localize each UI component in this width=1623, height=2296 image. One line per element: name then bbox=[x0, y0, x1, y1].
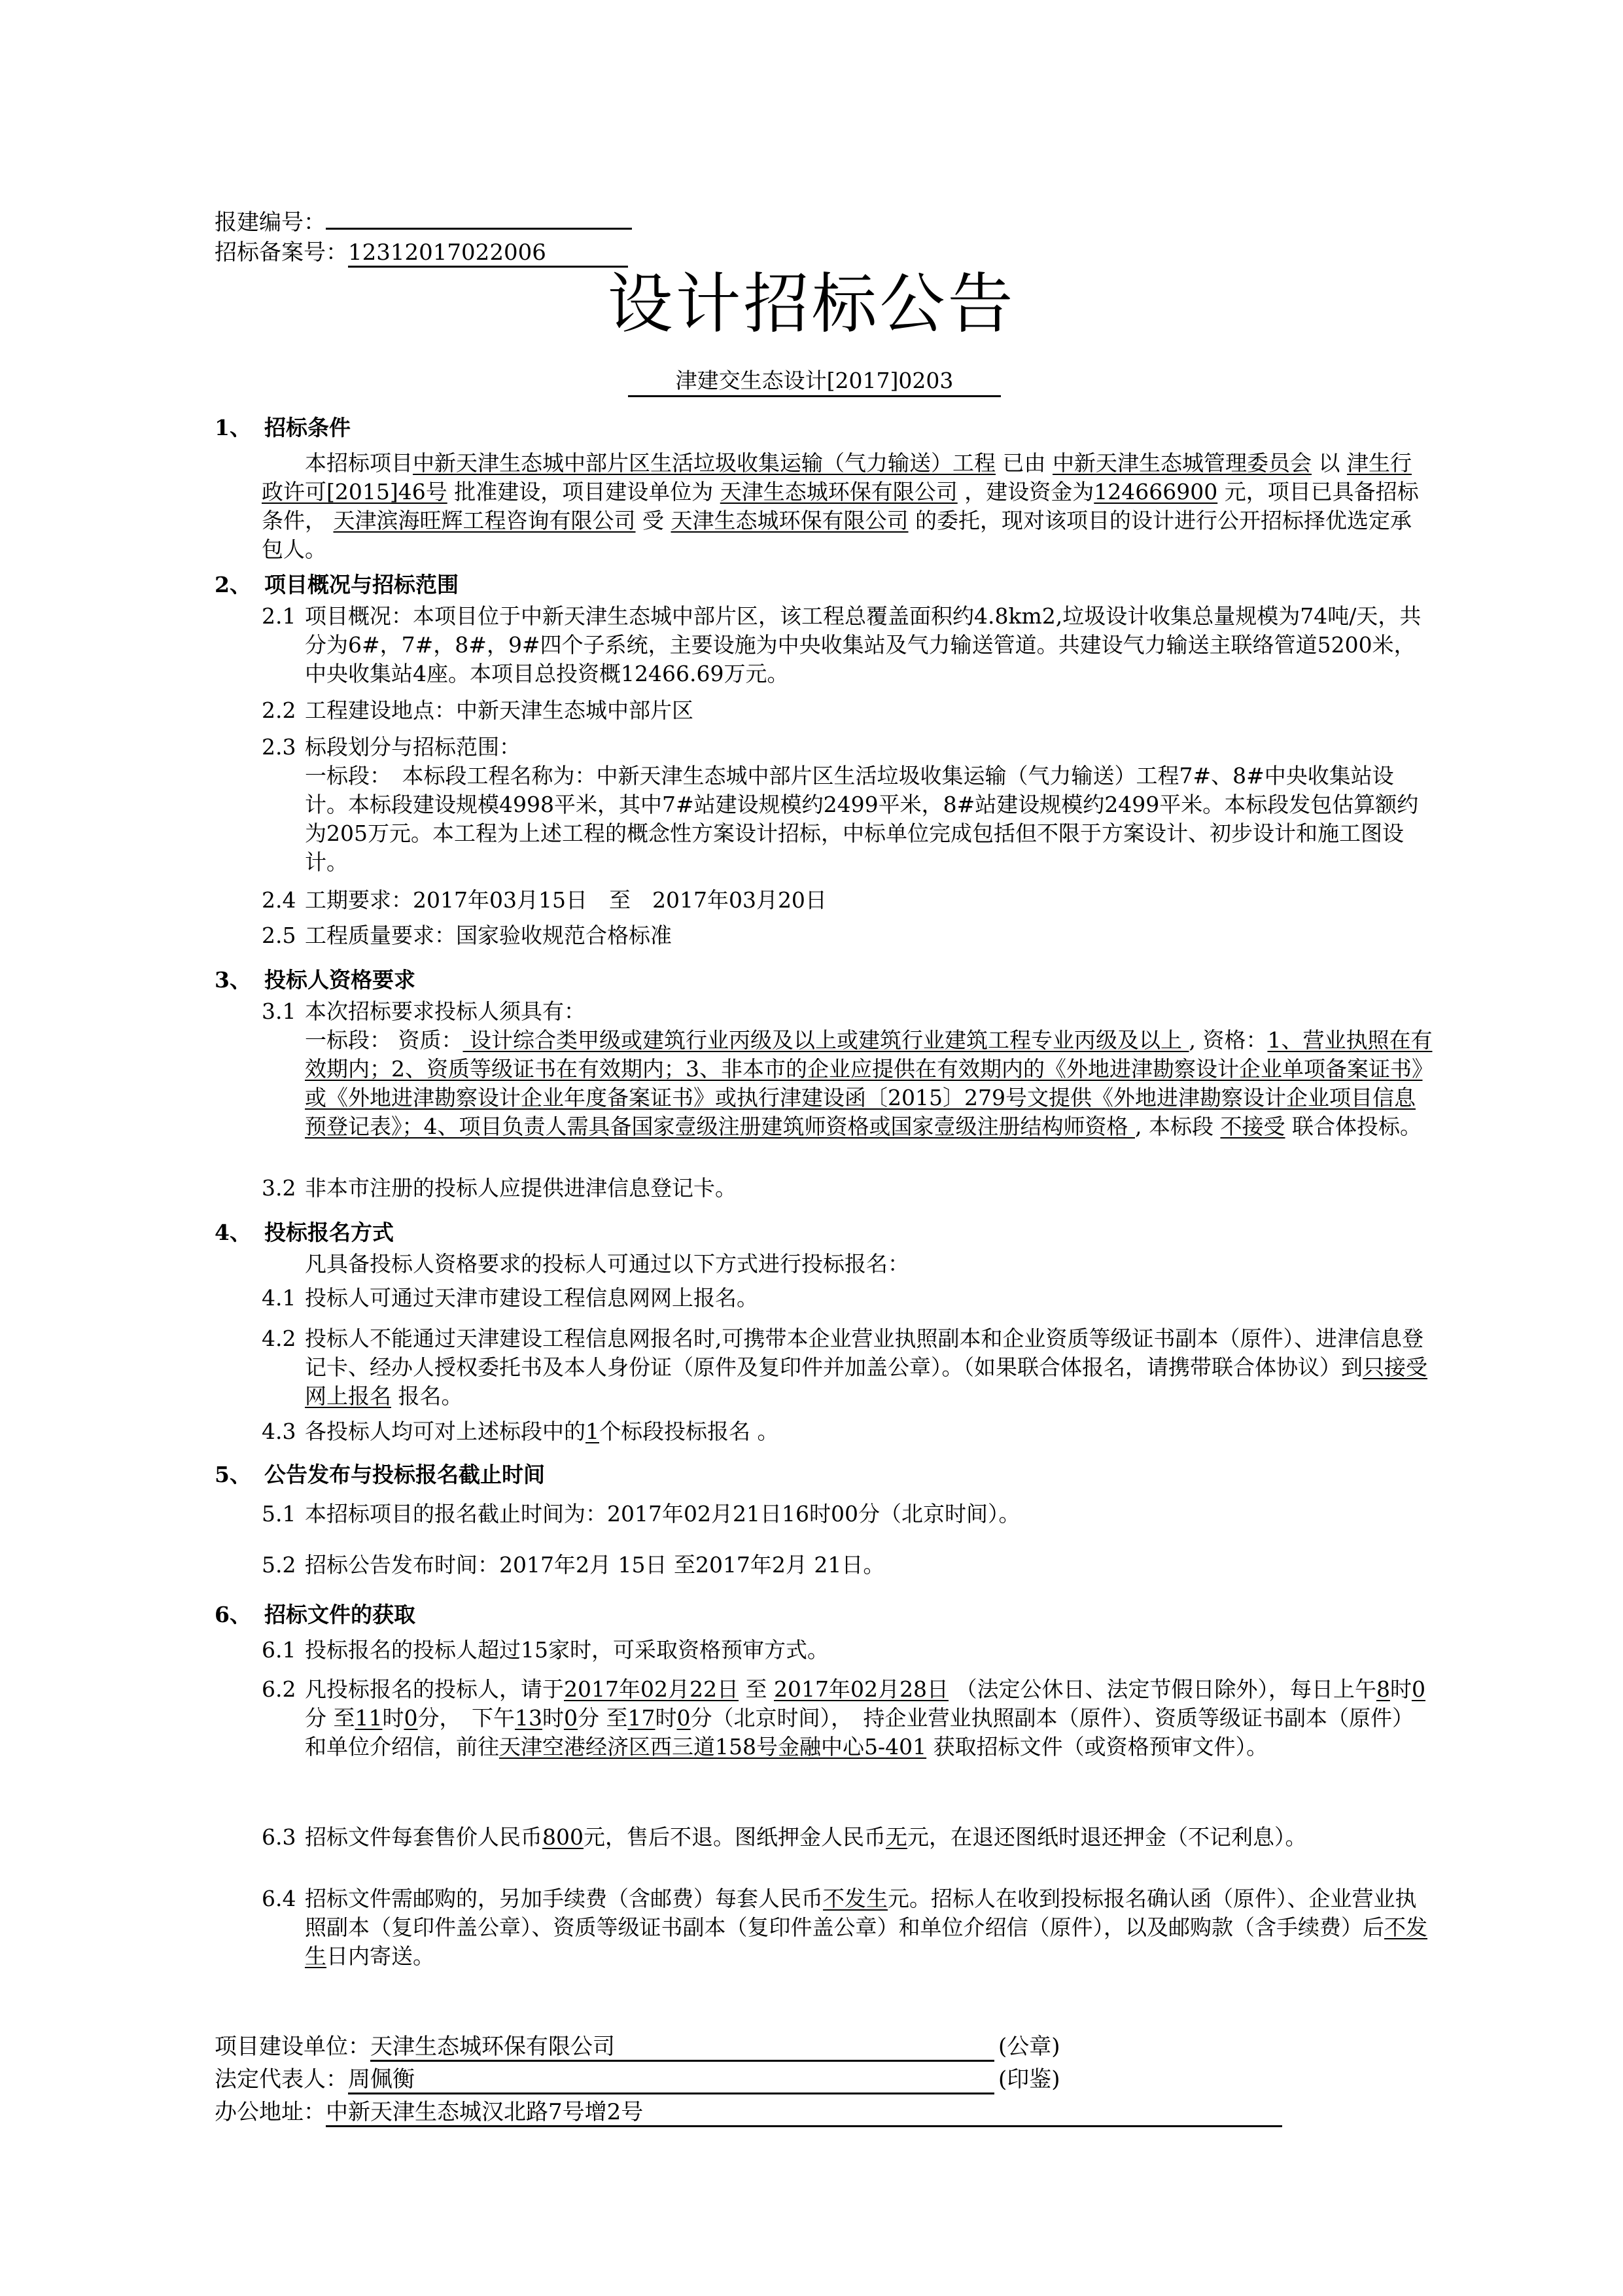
item-4-1: 4.1 投标人可通过天津市建设工程信息网网上报名。 bbox=[262, 1284, 1433, 1313]
project-name: 中新天津生态城中部片区生活垃圾收集运输（气力输送）工程 bbox=[413, 450, 996, 476]
offline-registration: 投标人不能通过天津建设工程信息网报名时,可携带本企业营业执照副本和企业资质等级证书副本（原件）、进津信息登记卡、经办人授权委托书及本人身份证（原件及复印件并加盖公章）。（如果联合体报名，请携带联合体协议）到只接受网上报名 报名。 bbox=[305, 1326, 1427, 1409]
construction-site: 工程建设地点：中新天津生态城中部片区 bbox=[305, 698, 693, 723]
owner-value: 天津生态城环保有限公司 bbox=[370, 2034, 994, 2062]
seal-note: (印鉴) bbox=[998, 2066, 1060, 2093]
pickup-start-date: 2017年02月22日 bbox=[564, 1676, 739, 1702]
section-title: 招标文件的获取 bbox=[264, 1602, 415, 1627]
approval-number: 津生行政许可[2015]46号 bbox=[262, 450, 1412, 504]
footer-address-row bbox=[215, 2098, 1282, 2127]
footer-owner-row bbox=[215, 2032, 1060, 2062]
eligibility-details: 1、营业执照在有效期内；2、资质等级证书在有效期内；3、非本市的企业应提供在有效期内的《外地进津勘察设计企业单项备案证书》或《外地进津勘察设计企业年度备案证书》或执行津建设函〔2015〕279号文提供《外地进津勘察设计企业项目信息预登记表》；4、项目负责人需具备国家壹级注册建筑师资格或国家壹级注册结构师资格 bbox=[305, 1027, 1433, 1139]
section-number: 6、 bbox=[215, 1602, 251, 1627]
report-number-row bbox=[215, 208, 632, 237]
item-2-1: 2.1 项目概况：本项目位于中新天津生态城中部片区，该工程总覆盖面积约4.8km2,垃圾设计收集总量规模为74吨/天，共分为6#，7#，8#，9#四个子系统，主要设施为中央收集站及气力输送管道。共建设气力输送主联络管道5200米，中央收集站4座。本项目总投资概12466.69万元。 bbox=[262, 602, 1433, 688]
lot-registration-limit: 各投标人均可对上述标段中的1个标段投标报名 。 bbox=[305, 1419, 779, 1444]
filing-number-value: 12312017022006 bbox=[348, 239, 628, 268]
filing-number-label: 招标备案号： bbox=[215, 239, 348, 266]
document-price: 招标文件每套售价人民币800元，售后不退。图纸押金人民币无元，在退还图纸时退还押金（不记利息）。 bbox=[305, 1824, 1307, 1850]
item-2-5: 2.5 工程质量要求：国家验收规范合格标准 bbox=[262, 921, 1433, 950]
filing-number-row bbox=[215, 238, 628, 268]
lot-count: 1 bbox=[585, 1419, 599, 1444]
document-pickup: 凡投标报名的投标人，请于2017年02月22日 至 2017年02月28日 （法定公休日、法定节假日除外），每日上午8时0分 至11时0分， 下午13时0分 至17时0分（北京时间）， 持企业营业执照副本（原件）、资质等级证书副本（原件）和单位介绍信，前往天津空港经济区西三道158号金融中心5-401 获取招标文件（或资格预审文件）。 bbox=[305, 1676, 1425, 1759]
item-2-4: 2.4 工期要求：2017年03月15日 至 2017年03月20日 bbox=[262, 886, 1433, 915]
deposit-value: 无 bbox=[886, 1824, 907, 1850]
mail-days: 不发生 bbox=[305, 1915, 1427, 1969]
non-local-registration: 非本市注册的投标人应提供进津信息登记卡。 bbox=[305, 1175, 737, 1201]
office-address-label: 办公地址： bbox=[215, 2099, 326, 2125]
mail-fee: 不发生 bbox=[823, 1886, 888, 1911]
report-number-label: 报建编号： bbox=[215, 209, 326, 236]
section-number: 3、 bbox=[215, 967, 251, 993]
section-1-heading bbox=[215, 414, 1418, 442]
project-overview: 项目概况：本项目位于中新天津生态城中部片区，该工程总覆盖面积约4.8km2,垃圾设计收集总量规模为74吨/天，共分为6#，7#，8#，9#四个子系统，主要设施为中央收集站及气力输送管道。共建设气力输送主联络管道5200米，中央收集站4座。本项目总投资概12466.69万元。 bbox=[305, 603, 1422, 686]
item-5-2: 5.2 招标公告发布时间：2017年2月 15日 至2017年2月 21日。 bbox=[262, 1551, 1433, 1580]
item-3-1: 3.1 本次招标要求投标人须具有： 一标段： 资质： 设计综合类甲级或建筑行业丙级及以上或建筑行业建筑工程专业丙级及以上 , 资格：1、营业执照在有效期内；2、资质等级证书在有效期内；3、非本市的企业应提供在有效期内的《外地进津勘察设计企业单项备案证书》或《外地进津勘察设计企业年度备案证书》或执行津建设函〔2015〕279号文提供《外地进津勘察设计企业项目信息预登记表》；4、项目负责人需具备国家壹级注册建筑师资格或国家壹级注册结构师资格 , 本标段 不接受 联合体投标。 bbox=[262, 997, 1433, 1141]
item-2-3: 2.3 标段划分与招标范围： 一标段： 本标段工程名称为：中新天津生态城中部片区生活垃圾收集运输（气力输送）工程7#、8#中央收集站设计。本标段建设规模4998平米，其中7#站建设规模约2499平米，8#站建设规模约2499平米。本标段发包估算额约为205万元。本工程为上述工程的概念性方案设计招标，中标单位完成包括但不限于方案设计、初步设计和施工图设计。 bbox=[262, 733, 1433, 877]
section-number: 2、 bbox=[215, 572, 251, 597]
section-4-intro: 凡具备投标人资格要求的投标人可通过以下方式进行投标报名： bbox=[305, 1251, 909, 1277]
report-number-value bbox=[326, 228, 632, 230]
price-value: 800 bbox=[542, 1824, 584, 1850]
pickup-address: 天津空港经济区西三道158号金融中心5-401 bbox=[499, 1734, 927, 1759]
representative-value: 周佩衡 bbox=[348, 2066, 994, 2094]
consortium-policy: 不接受 bbox=[1220, 1114, 1285, 1139]
quality-requirement: 工程质量要求：国家验收规范合格标准 bbox=[305, 923, 672, 948]
lot-1-qualification: 一标段： 资质： 设计综合类甲级或建筑行业丙级及以上或建筑行业建筑工程专业丙级及以上 , 资格：1、营业执照在有效期内；2、资质等级证书在有效期内；3、非本市的企业应提供在有效期内的《外地进津勘察设计企业单项备案证书》或《外地进津勘察设计企业年度备案证书》或执行津建设函〔2015〕279号文提供《外地进津勘察设计企业项目信息预登记表》；4、项目负责人需具备国家壹级注册建筑师资格或国家壹级注册结构师资格 , 本标段 不接受 联合体投标。 bbox=[305, 1027, 1433, 1139]
client-name: 天津生态城环保有限公司 bbox=[671, 508, 909, 533]
section-number: 5、 bbox=[215, 1462, 251, 1487]
pickup-end-date: 2017年02月28日 bbox=[773, 1676, 949, 1702]
section-4-heading bbox=[215, 1218, 1418, 1247]
document-number: 津建交生态设计[2017]0203 bbox=[628, 366, 1001, 397]
qualification-requirement: 设计综合类甲级或建筑行业丙级及以上或建筑行业建筑工程专业丙级及以上 bbox=[462, 1027, 1189, 1053]
item-3-2: 3.2 非本市注册的投标人应提供进津信息登记卡。 bbox=[262, 1174, 1433, 1203]
footer-representative-row bbox=[215, 2065, 1060, 2094]
item-2-2: 2.2 工程建设地点：中新天津生态城中部片区 bbox=[262, 696, 1433, 725]
section-title: 招标条件 bbox=[264, 415, 351, 440]
page-title: 设计招标公告 bbox=[607, 266, 1016, 342]
owner-label: 项目建设单位： bbox=[215, 2034, 370, 2060]
item-6-3: 6.3 招标文件每套售价人民币800元，售后不退。图纸押金人民币无元，在退还图纸时退还押金（不记利息）。 bbox=[262, 1823, 1433, 1852]
registration-deadline: 本招标项目的报名截止时间为：2017年02月21日16时00分（北京时间）。 bbox=[305, 1501, 1021, 1527]
prequalification-note: 投标报名的投标人超过15家时，可采取资格预审方式。 bbox=[305, 1637, 829, 1663]
schedule-requirement: 工期要求：2017年03月15日 至 2017年03月20日 bbox=[305, 887, 827, 913]
item-6-1: 6.1 投标报名的投标人超过15家时，可采取资格预审方式。 bbox=[262, 1636, 1433, 1665]
qualification-heading: 本次招标要求投标人须具有： bbox=[305, 998, 585, 1024]
official-seal-note: (公章) bbox=[998, 2034, 1060, 2060]
tender-agent: 天津滨海旺辉工程咨询有限公司 bbox=[333, 508, 636, 533]
mail-order: 招标文件需邮购的，另加手续费（含邮费）每套人民币不发生元。招标人在收到投标报名确认函（原件）、企业营业执照副本（复印件盖公章）、资质等级证书副本（复印件盖公章）和单位介绍信（原件），以及邮购款（含手续费）后不发生日内寄送。 bbox=[305, 1886, 1427, 1969]
section-number: 4、 bbox=[215, 1220, 251, 1245]
section-title: 投标报名方式 bbox=[264, 1220, 394, 1245]
section-6-heading bbox=[215, 1600, 1418, 1629]
section-3-heading bbox=[215, 966, 1418, 995]
section-title: 投标人资格要求 bbox=[264, 967, 415, 993]
registration-mode: 只接受网上报名 bbox=[305, 1354, 1427, 1409]
section-2-heading bbox=[215, 571, 1418, 599]
item-6-2: 6.2 凡投标报名的投标人，请于2017年02月22日 至 2017年02月28日 （法定公休日、法定节假日除外），每日上午8时0分 至11时0分， 下午13时0分 至17时0分（北京时间）， 持企业营业执照副本（原件）、资质等级证书副本（原件）和单位介绍信，前往天津空港经济区西三道158号金融中心5-401 获取招标文件（或资格预审文件）。 bbox=[262, 1675, 1433, 1761]
construction-funds: 124666900 bbox=[1094, 479, 1218, 504]
section-title: 公告发布与投标报名截止时间 bbox=[264, 1462, 545, 1487]
item-4-3: 4.3 各投标人均可对上述标段中的1个标段投标报名 。 bbox=[262, 1417, 1433, 1446]
approving-authority: 中新天津生态城管理委员会 bbox=[1053, 450, 1312, 476]
section-title: 项目概况与招标范围 bbox=[264, 572, 459, 597]
representative-label: 法定代表人： bbox=[215, 2066, 348, 2093]
announcement-period: 招标公告发布时间：2017年2月 15日 至2017年2月 21日。 bbox=[305, 1552, 885, 1578]
item-5-1: 5.1 本招标项目的报名截止时间为：2017年02月21日16时00分（北京时间）。 bbox=[262, 1500, 1433, 1528]
item-6-4: 6.4 招标文件需邮购的，另加手续费（含邮费）每套人民币不发生元。招标人在收到投标报名确认函（原件）、企业营业执照副本（复印件盖公章）、资质等级证书副本（复印件盖公章）和单位介绍信（原件），以及邮购款（含手续费）后不发生日内寄送。 bbox=[262, 1884, 1433, 1971]
section-number: 1、 bbox=[215, 415, 251, 440]
section-5-heading bbox=[215, 1460, 1418, 1489]
section-1-paragraph: 本招标项目中新天津生态城中部片区生活垃圾收集运输（气力输送）工程 已由 中新天津生态城管理委员会 以 津生行政许可[2015]46号 批准建设，项目建设单位为 天津生态城环保有限公司 ，建设资金为124666900 元，项目已具备招标条件， 天津滨海旺辉工程咨询有限公司 受 天津生态城环保有限公司 的委托，现对该项目的设计进行公开招标择优选定承包人。 bbox=[262, 450, 1419, 562]
office-address-value: 中新天津生态城汉北路7号增2号 bbox=[326, 2099, 1282, 2127]
item-4-2: 4.2 投标人不能通过天津建设工程信息网报名时,可携带本企业营业执照副本和企业资质等级证书副本（原件）、进津信息登记卡、经办人授权委托书及本人身份证（原件及复印件并加盖公章）。（如果联合体报名，请携带联合体协议）到只接受网上报名 报名。 bbox=[262, 1324, 1433, 1411]
lot-1-scope: 一标段： 本标段工程名称为：中新天津生态城中部片区生活垃圾收集运输（气力输送）工程7#、8#中央收集站设计。本标段建设规模4998平米，其中7#站建设规模约2499平米，8#站建设规模约2499平米。本标段发包估算额约为205万元。本工程为上述工程的概念性方案设计招标，中标单位完成包括但不限于方案设计、初步设计和施工图设计。 bbox=[305, 763, 1419, 875]
project-owner: 天津生态城环保有限公司 bbox=[720, 479, 958, 504]
online-registration: 投标人可通过天津市建设工程信息网网上报名。 bbox=[305, 1285, 758, 1311]
lot-division-heading: 标段划分与招标范围： bbox=[305, 734, 521, 760]
